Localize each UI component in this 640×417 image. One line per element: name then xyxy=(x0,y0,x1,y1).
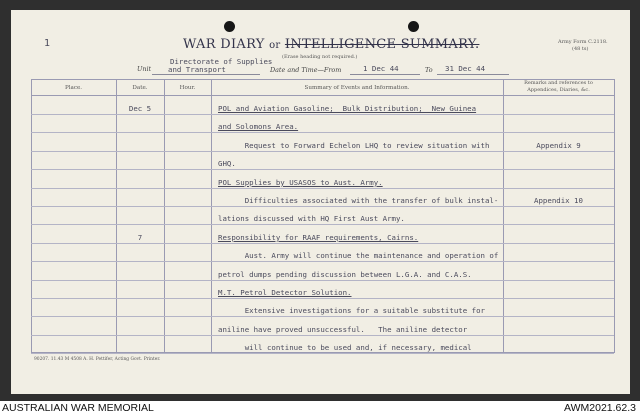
entry-text: will continue to be used and, if necessary, medical xyxy=(218,343,472,352)
from-rule xyxy=(350,74,420,75)
entry-text: GHQ. xyxy=(218,159,236,168)
row-rule xyxy=(31,151,614,152)
army-form-sub: (48 ts) xyxy=(572,46,589,52)
entry-text: aniline have proved unsuccessful. The aniline detector xyxy=(218,325,468,334)
row-rule xyxy=(31,169,614,170)
column-header-remarks-2: Appendices, Diaries, &c. xyxy=(527,87,590,93)
row-rule xyxy=(31,206,614,207)
row-date: 7 xyxy=(137,233,143,242)
footer-accession-number: AWM2021.62.3 xyxy=(564,402,636,414)
table-right-border xyxy=(614,79,615,353)
army-form-number: Army Form C.2118. xyxy=(558,39,608,45)
row-rule xyxy=(31,335,614,336)
col-divider-place xyxy=(116,79,117,353)
entry-heading: and Solomons Area. xyxy=(218,122,299,131)
table-left-border xyxy=(31,79,32,353)
unit-value-line1: Directorate of Supplies xyxy=(170,57,273,66)
footer-institution: AUSTRALIAN WAR MEMORIAL xyxy=(2,402,154,414)
entry-heading: POL Supplies by USASOS to Aust. Army. xyxy=(218,178,383,187)
row-rule xyxy=(31,132,614,133)
to-date: 31 Dec 44 xyxy=(445,64,486,73)
row-rule xyxy=(31,280,614,281)
unit-value-line2: and Transport xyxy=(168,65,226,74)
row-rule xyxy=(31,114,614,115)
title-war-diary: WAR DIARY xyxy=(183,37,265,52)
column-header-place: Place. xyxy=(64,85,83,91)
row-rule xyxy=(31,224,614,225)
entry-heading: Responsibility for RAAF requirements, Cairns. xyxy=(218,233,419,242)
entry-text: petrol dumps pending discussion between L.G.A. and C.A.S. xyxy=(218,270,472,279)
row-rule xyxy=(31,353,614,354)
form-subtitle: (Erase heading not required.) xyxy=(282,54,358,60)
table-header-rule xyxy=(31,95,614,96)
unit-label: Unit xyxy=(137,65,152,73)
entry-text: lations discussed with HQ First Aust Army. xyxy=(218,214,405,223)
col-divider-date xyxy=(164,79,165,353)
col-divider-hour xyxy=(211,79,212,353)
entry-text: Request to Forward Echelon LHQ to review situation with xyxy=(218,141,490,150)
appendix-reference: Appendix 10 xyxy=(534,196,583,205)
row-rule xyxy=(31,261,614,262)
punch-hole-left xyxy=(224,21,235,32)
column-header-summary: Summary of Events and Information. xyxy=(304,85,410,91)
printer-imprint: 90207. 11.43 M 4508 A. H. Pettifer, Acting Govt. Printer. xyxy=(34,357,161,362)
column-header-date: Date. xyxy=(132,85,148,91)
column-header-remarks-1: Remarks and references to xyxy=(524,80,593,86)
from-date: 1 Dec 44 xyxy=(363,64,399,73)
entry-text: Extensive investigations for a suitable substitute for xyxy=(218,306,485,315)
title-or: or xyxy=(269,40,281,51)
date-time-label: Date and Time—From xyxy=(270,66,342,74)
appendix-reference: Appendix 9 xyxy=(536,141,581,150)
to-rule xyxy=(437,74,509,75)
to-label: To xyxy=(425,66,433,74)
row-rule xyxy=(31,316,614,317)
title-intelligence-summary: INTELLIGENCE SUMMARY. xyxy=(284,37,480,52)
unit-rule xyxy=(152,74,260,75)
entry-heading: M.T. Petrol Detector Solution. xyxy=(218,288,352,297)
row-rule xyxy=(31,298,614,299)
form-title xyxy=(183,37,479,52)
entry-heading: POL and Aviation Gasoline; Bulk Distribution; New Guinea xyxy=(218,104,477,113)
col-divider-summary xyxy=(503,79,504,353)
row-date: Dec 5 xyxy=(128,104,152,113)
punch-hole-right xyxy=(408,21,419,32)
column-header-hour: Hour. xyxy=(179,85,196,91)
row-rule xyxy=(31,188,614,189)
entry-text: Difficulties associated with the transfer of bulk instal- xyxy=(218,196,499,205)
page-mark: 1 xyxy=(44,38,51,49)
entry-text: Aust. Army will continue the maintenance and operation of xyxy=(218,251,499,260)
row-rule xyxy=(31,243,614,244)
